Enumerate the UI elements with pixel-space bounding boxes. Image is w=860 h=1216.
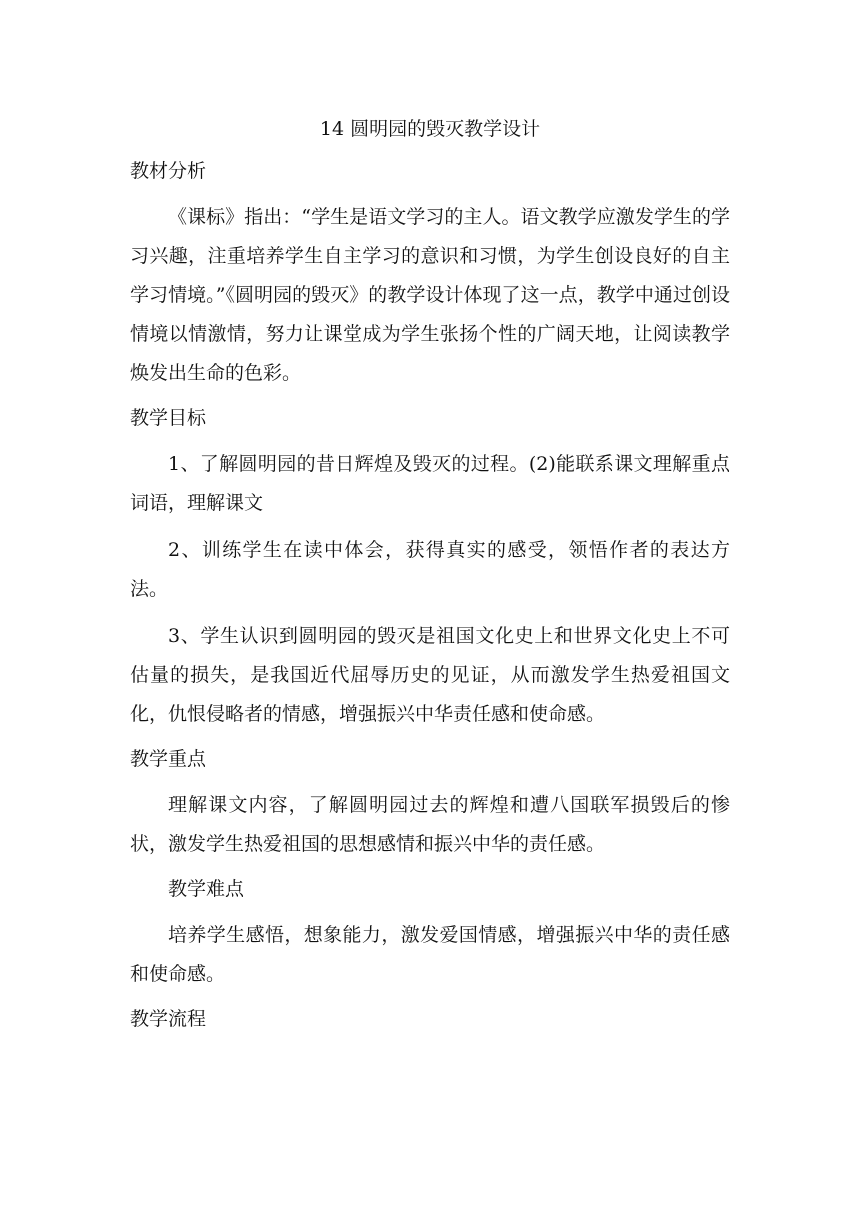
paragraph-key-points: 理解课文内容，了解圆明园过去的辉煌和遭八国联军损毁后的惨状，激发学生热爱祖国的思想感情和振兴中华的责任感。	[130, 794, 730, 855]
section-heading-textbook-analysis: 教材分析	[130, 160, 207, 182]
paragraph-goal-1: 1、了解圆明园的昔日辉煌及毁灭的过程。(2)能联系课文理解重点词语，理解课文	[130, 453, 730, 514]
section-heading-key-points: 教学重点	[130, 748, 207, 770]
paragraph-goal-3: 3、学生认识到圆明园的毁灭是祖国文化史上和世界文化史上不可估量的损失，是我国近代屈辱历史的见证，从而激发学生热爱祖国文化，仇恨侵略者的情感，增强振兴中华责任感和使命感。	[130, 625, 730, 725]
paragraph-goal-2: 2、训练学生在读中体会，获得真实的感受，领悟作者的表达方法。	[130, 539, 730, 600]
section-heading-difficulties: 教学难点	[168, 878, 245, 900]
paragraph-difficulties: 培养学生感悟，想象能力，激发爱国情感，增强振兴中华的责任感和使命感。	[130, 924, 730, 985]
section-heading-teaching-process: 教学流程	[130, 1008, 207, 1030]
section-heading-teaching-goals: 教学目标	[130, 407, 207, 429]
paragraph-textbook-analysis: 《课标》指出：“学生是语文学习的主人。语文教学应激发学生的学习兴趣，注重培养学生自主学习的意识和习惯，为学生创设良好的自主学习情境。”《圆明园的毁灭》的教学设计体现了这一点，教学中通过创设情境以情激情，努力让课堂成为学生张扬个性的广阔天地，让阅读教学焕发出生命的色彩。	[130, 206, 730, 384]
document-title: 14 圆明园的毁灭教学设计	[319, 118, 541, 140]
